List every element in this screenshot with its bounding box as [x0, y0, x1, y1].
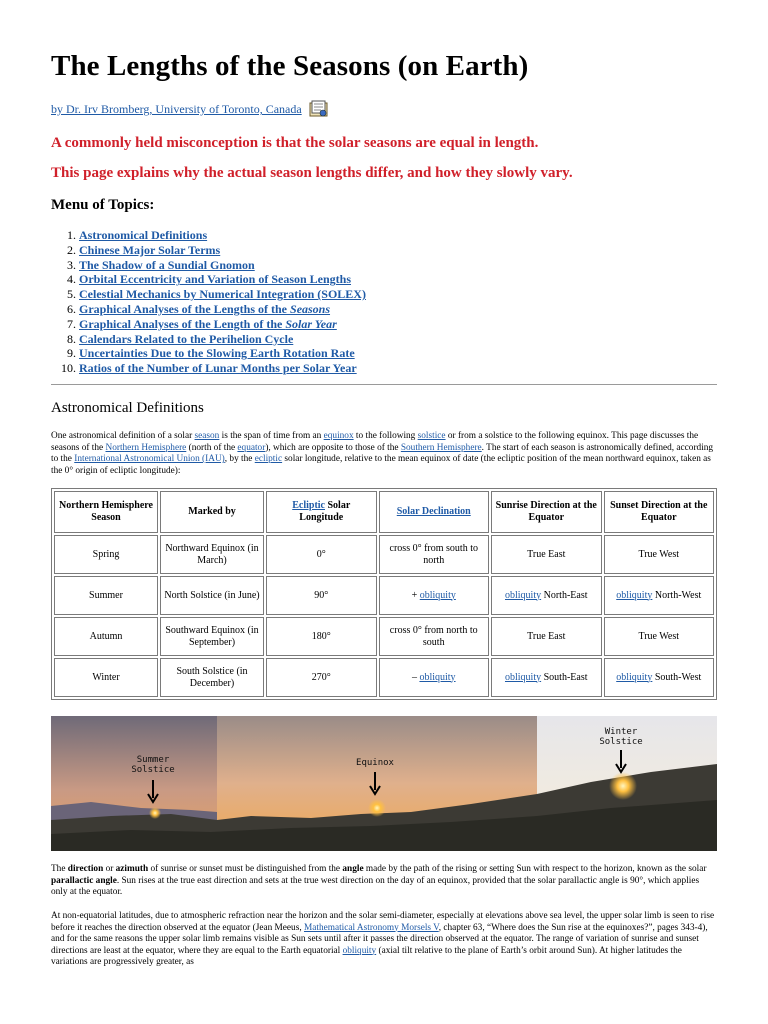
- table-row: [54, 576, 714, 615]
- menu-link-astronomical-definitions[interactable]: Astronomical Definitions: [79, 228, 208, 242]
- menu-link-solar-year[interactable]: Graphical Analyses of the Length of the Solar Year: [79, 316, 337, 331]
- ecliptic-link[interactable]: ecliptic: [254, 454, 283, 464]
- sunset-cell: True West: [604, 617, 715, 656]
- table-row: [54, 535, 714, 574]
- menu-link-season-lengths[interactable]: Graphical Analyses of the Lengths of the Seasons: [79, 301, 331, 316]
- obliquity-link[interactable]: obliquity: [504, 589, 542, 601]
- season-cell: Autumn: [54, 617, 158, 656]
- header-season: Northern Hemisphere Season: [54, 491, 158, 533]
- longitude-cell: 270°: [266, 658, 377, 697]
- book-icon[interactable]: [309, 100, 329, 118]
- menu-link-earth-rotation[interactable]: Uncertainties Due to the Slowing Earth Rotation Rate: [79, 346, 355, 361]
- sunrise-cell: True East: [491, 617, 602, 656]
- marked-cell: North Solstice (in June): [160, 576, 264, 615]
- obliquity-link[interactable]: obliquity: [342, 945, 377, 956]
- ecliptic-header-link[interactable]: Ecliptic: [292, 500, 325, 511]
- header-marked-by: Marked by: [160, 491, 264, 533]
- marked-cell: South Solstice (in December): [160, 658, 264, 697]
- winter-solstice-label: Winter: [604, 727, 638, 737]
- obliquity-link[interactable]: obliquity: [616, 589, 653, 601]
- sunset-cell: True West: [604, 535, 715, 574]
- marked-cell: Southward Equinox (in September): [160, 617, 264, 656]
- menu-item: [79, 302, 366, 317]
- sunrise-cell: obliquity South-East: [491, 658, 602, 697]
- table-row: [54, 658, 714, 697]
- obliquity-link[interactable]: obliquity: [504, 671, 542, 683]
- sunrise-cell: True East: [491, 535, 602, 574]
- declination-cell: – obliquity: [379, 658, 490, 697]
- solstice-link[interactable]: solstice: [417, 431, 446, 441]
- menu-item: [79, 346, 366, 361]
- sunset-cell: obliquity South-West: [604, 658, 715, 697]
- sunset-panorama-image: [51, 716, 717, 851]
- menu-item: [79, 243, 366, 258]
- menu-link-orbital-eccentricity[interactable]: Orbital Eccentricity and Variation of Season Lengths: [79, 272, 352, 287]
- menu-link-sundial-gnomon[interactable]: The Shadow of a Sundial Gnomon: [79, 257, 255, 272]
- menu-link-perihelion-calendars[interactable]: Calendars Related to the Perihelion Cycle: [79, 331, 294, 346]
- meeus-morsels-link[interactable]: Mathematical Astronomy Morsels V: [303, 922, 439, 933]
- refraction-paragraph: At non-equatorial latitudes, due to atmospheric refraction near the horizon and the solar semi-diameter, especially at elevations above sea level, the upper solar limb is seen to rise before it reaches the direction observed at the equator (Jean Meeus, Mathematical Astronomy Morsels V, chapter 63, “Where does the Sun rise at the equinoxes?”, pages 343-4), and for the same reasons the upper solar limb remains visible as Sun sets until after it passes the direction observed at the equator. The range of variation of sunrise and sunset directions are least at the equator, where they are equal to the Earth equatorial obliquity (axial tilt relative to the plane of Earth’s orbit around Sun). At higher latitudes the variations are progressively greater, as: [51, 911, 715, 967]
- sunrise-cell: obliquity North-East: [491, 576, 602, 615]
- header-sunrise: Sunrise Direction at the Equator: [491, 491, 602, 533]
- obliquity-link[interactable]: obliquity: [419, 671, 456, 683]
- summer-solstice-label: Solstice: [131, 765, 175, 775]
- definition-paragraph: One astronomical definition of a solar season is the span of time from an equinox to the following solstice or from a solstice to the following equinox. This page discusses the seasons of the Northern Hemisphere (north of the equator), which are opposite to those of the Southern Hemisphere. The start of each season is astronomically defined, according to the International Astronomical Union (IAU), by the ecliptic solar longitude, relative to the mean equinox of date (the ecliptic position of the mean northward equinox, taken as the 0° origin of ecliptic longitude):: [51, 431, 714, 476]
- header-declination: [379, 491, 490, 533]
- menu-item: [79, 361, 366, 376]
- season-cell: Spring: [54, 535, 158, 574]
- longitude-cell: 180°: [266, 617, 377, 656]
- equator-link[interactable]: equator: [237, 442, 266, 453]
- obliquity-link[interactable]: obliquity: [616, 671, 653, 683]
- header-sunset: Sunset Direction at the Equator: [604, 491, 715, 533]
- equinox-link[interactable]: equinox: [323, 431, 354, 441]
- iau-link[interactable]: International Astronomical Union (IAU): [74, 454, 225, 464]
- topic-menu: [51, 228, 366, 376]
- declination-cell: + obliquity: [379, 576, 490, 615]
- table-header-row: [54, 491, 714, 533]
- byline: [51, 100, 329, 118]
- northern-hemisphere-link[interactable]: Northern Hemisphere: [105, 442, 187, 453]
- section-divider: [51, 384, 717, 385]
- longitude-cell: 90°: [266, 576, 377, 615]
- lead-explanation: This page explains why the actual season lengths differ, and how they slowly vary.: [51, 165, 573, 181]
- sunset-cell: obliquity North-West: [604, 576, 715, 615]
- summer-solstice-label: Summer: [136, 755, 170, 765]
- marked-cell: Northward Equinox (in March): [160, 535, 264, 574]
- southern-hemisphere-link[interactable]: Southern Hemisphere: [400, 442, 482, 453]
- lead-misconception: A commonly held misconception is that the solar seasons are equal in length.: [51, 135, 539, 151]
- menu-link-solex[interactable]: Celestial Mechanics by Numerical Integration (SOLEX): [79, 287, 366, 302]
- menu-item: [79, 332, 366, 347]
- season-cell: Summer: [54, 576, 158, 615]
- menu-link-chinese-solar-terms[interactable]: Chinese Major Solar Terms: [79, 242, 221, 257]
- winter-solstice-label: Solstice: [599, 737, 643, 747]
- obliquity-link[interactable]: obliquity: [419, 589, 456, 601]
- declination-cell: cross 0° from south to north: [379, 535, 490, 574]
- season-cell: Winter: [54, 658, 158, 697]
- header-longitude: Ecliptic Solar Longitude: [266, 491, 377, 533]
- section-title: Astronomical Definitions: [51, 400, 204, 416]
- menu-item: [79, 228, 366, 243]
- equinox-label: Equinox: [356, 758, 394, 768]
- menu-link-lunar-months[interactable]: Ratios of the Number of Lunar Months per Solar Year: [79, 361, 357, 376]
- menu-item: [79, 317, 366, 332]
- season-link[interactable]: season: [194, 431, 220, 441]
- declination-header-link[interactable]: Solar Declination: [396, 506, 471, 517]
- declination-cell: cross 0° from north to south: [379, 617, 490, 656]
- seasons-table: [51, 488, 717, 700]
- menu-item: [79, 258, 366, 273]
- menu-item: [79, 272, 366, 287]
- page-title: The Lengths of the Seasons (on Earth): [51, 50, 529, 82]
- azimuth-paragraph: The direction or azimuth of sunrise or sunset must be distinguished from the angle made by the path of the rising or setting Sun with respect to the horizon, known as the solar parallactic angle. Sun rises at the true east direction and sets at the true west direction on the day of an equinox, provided that the solar parallactic angle is 90°, which applies only at the equator.: [51, 864, 707, 897]
- menu-item: [79, 287, 366, 302]
- menu-title: Menu of Topics:: [51, 197, 155, 213]
- author-link[interactable]: by Dr. Irv Bromberg, University of Toronto, Canada: [51, 102, 302, 116]
- longitude-cell: 0°: [266, 535, 377, 574]
- table-row: [54, 617, 714, 656]
